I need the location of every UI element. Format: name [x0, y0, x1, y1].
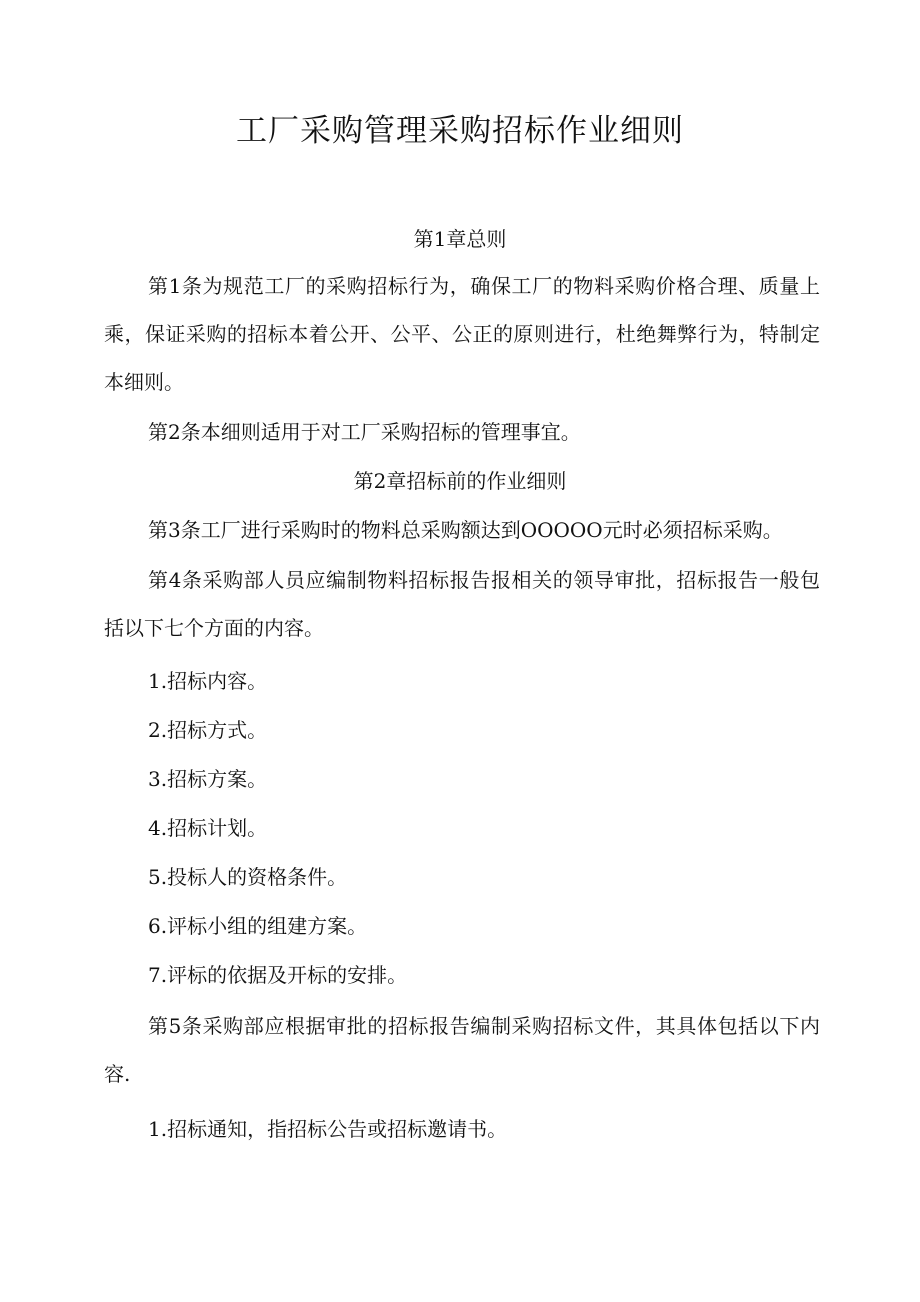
- report-item-1: 1.招标内容。: [148, 669, 268, 693]
- report-item-6: 6.评标小组的组建方案。: [148, 914, 368, 938]
- report-item-4: 4.招标计划。: [148, 816, 268, 840]
- chapter-1-heading: 第1章总则: [413, 227, 507, 251]
- chapter-2-heading: 第2章招标前的作业细则: [353, 469, 567, 493]
- report-item-7: 7.评标的依据及开标的安排。: [148, 963, 408, 987]
- article-4: 第4条采购部人员应编制物料招标报告报相关的领导审批，招标报告一般包括以下七个方面的内容。: [104, 568, 820, 640]
- document-title: 工厂采购管理采购招标作业细则: [236, 113, 684, 149]
- article-2: 第2条本细则适用于对工厂采购招标的管理事宜。: [148, 420, 581, 444]
- article-3: 第3条工厂进行采购时的物料总采购额达到OOOOO元时必须招标采购。: [148, 518, 783, 542]
- report-item-3: 3.招标方案。: [148, 767, 268, 791]
- report-item-2: 2.招标方式。: [148, 718, 268, 742]
- document-item-1: 1.招标通知，指招标公告或招标邀请书。: [148, 1117, 508, 1141]
- report-item-5: 5.投标人的资格条件。: [148, 865, 348, 889]
- article-1: 第1条为规范工厂的采购招标行为，确保工厂的物料采购价格合理、质量上乘，保证采购的招标本着公开、公平、公正的原则进行，杜绝舞弊行为，特制定本细则。: [104, 274, 820, 394]
- article-5: 第5条采购部应根据审批的招标报告编制采购招标文件，其具体包括以下内容.: [104, 1014, 820, 1086]
